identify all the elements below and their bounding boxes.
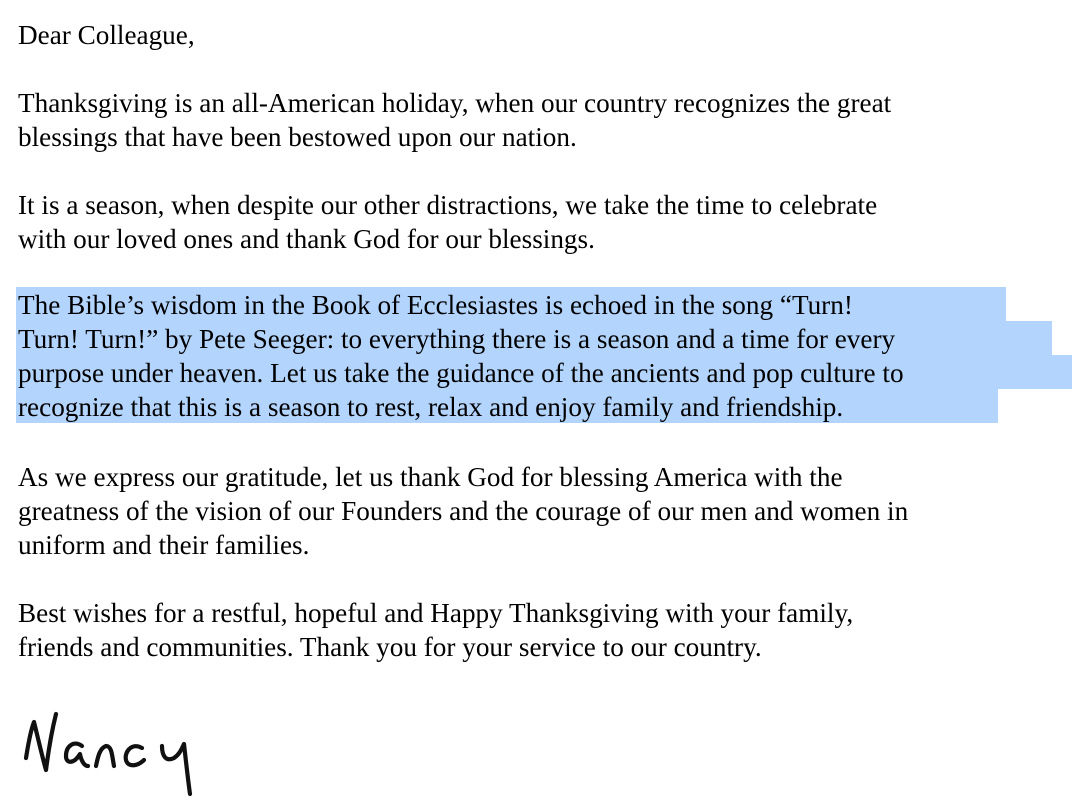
paragraph-5-line-1: Best wishes for a restful, hopeful and Happy Thanksgiving with your family, [18,598,854,628]
paragraph-4-line-2: greatness of the vision of our Founders and the courage of our men and women in [18,496,909,526]
paragraph-4-line-3: uniform and their families. [18,530,310,560]
paragraph-2-line-1: It is a season, when despite our other distractions, we take the time to celebrate [18,190,878,220]
paragraph-3-line-1: The Bible’s wisdom in the Book of Ecclesiastes is echoed in the song “Turn! [18,290,853,320]
paragraph-3-line-4: recognize that this is a season to rest, relax and enjoy family and friendship. [18,392,844,422]
signature-image [16,700,236,805]
paragraph-1-line-2: blessings that have been bestowed upon our nation. [18,122,577,152]
paragraph-3-line-3: purpose under heaven. Let us take the guidance of the ancients and pop culture to [18,358,904,388]
paragraph-4-line-1: As we express our gratitude, let us thank God for blessing America with the [18,462,843,492]
paragraph-5-line-2: friends and communities. Thank you for your service to our country. [18,632,762,662]
paragraph-1-line-1: Thanksgiving is an all-American holiday, when our country recognizes the great [18,88,892,118]
signature-nancy-icon [16,700,236,805]
paragraph-3-line-2: Turn! Turn!” by Pete Seeger: to everything there is a season and a time for every [18,324,896,354]
paragraph-2-line-2: with our loved ones and thank God for our blessings. [18,224,595,254]
salutation: Dear Colleague, [18,20,195,50]
